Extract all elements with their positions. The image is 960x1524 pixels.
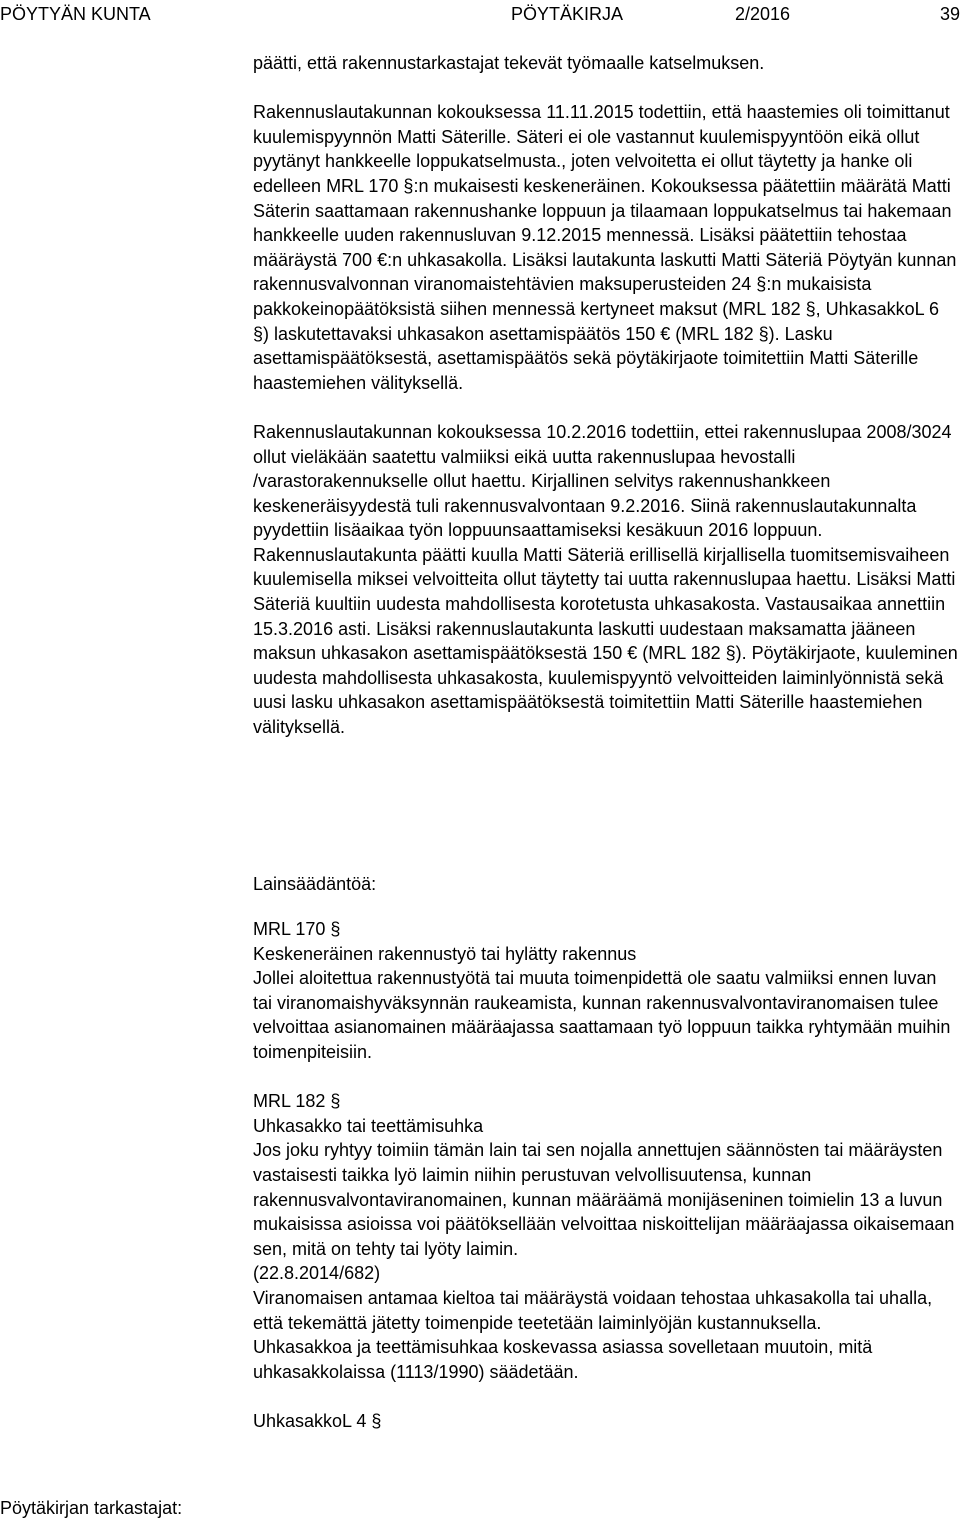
law-ref-mrl-170: MRL 170 § xyxy=(253,919,341,939)
law-ref-mrl-182: MRL 182 § xyxy=(253,1091,341,1112)
law-note-mrl-182: (22.8.2014/682) xyxy=(253,1263,381,1284)
law-title-mrl-170: Keskeneräinen rakennustyö tai hylätty rakennus xyxy=(253,943,637,964)
minutes-reviewers-label: Pöytäkirjan tarkastajat: xyxy=(0,1498,183,1518)
law-text-mrl-170: Jollei aloitettua rakennustyötä tai muuta toimenpidettä ole saatu valmiiksi ennen luvan tai viranomaishyväksynnän raukeamista, kunnan rakennusvalvontaviranomaisen tulee velvoittaa asianomainen määräajassa saattamaan työ loppuun taikka ryhtymään muihin toimenpiteisiin. xyxy=(253,968,951,1062)
header-municipality: PÖYTYÄN KUNTA xyxy=(0,4,151,24)
law-title-mrl-182: Uhkasakko tai teettämisuhka xyxy=(253,1115,484,1136)
paragraph-meeting-2015: Rakennuslautakunnan kokouksessa 11.11.2015 todettiin, että haastemies oli toimittanut kuulemispyynnön Matti Säterille. Säteri ei ole vastannut kuulemispyyntöön eikä ollut pyytänyt hankkeelle loppukatselmusta., joten velvoitetta ei ollut täytetty ja hanke oli edelleen MRL 170 §:n mukaisesti keskeneräinen. Kokouksessa päätettiin määrätä Matti Säterin saattamaan rakennushanke loppuun ja tilaamaan loppukatselmus tai hakemaan hankkeelle uuden rakennusluvan 9.12.2015 mennessä. Lisäksi päätettiin tehostaa määräystä 700 €:n uhkasakolla. Lisäksi lautakunta laskutti Matti Säteriä Pöytyän kunnan rakennusvalvonnan viranomaistehtävien maksuperusteiden 24 §:n mukaisista pakkokeinopäätöksistä siihen mennessä kertyneet maksut (MRL 182 §, UhkasakkoL 6 §) laskutettavaksi uhkasakon asettamispäätös 150 € (MRL 182 §). Lasku asettamispäätöksestä, asettamispäätös sekä pöytäkirjaote toimitettiin Matti Säterille haastemiehen välityksellä. xyxy=(253,102,957,393)
law-text2-mrl-182: Viranomaisen antamaa kieltoa tai määräystä voidaan tehostaa uhkasakolla tai uhalla, että tekemättä jätetty toimenpide teetetään laiminlyöjän kustannuksella. xyxy=(253,1287,933,1333)
paragraph-decision: päätti, että rakennustarkastajat tekevät työmaalle katselmuksen. xyxy=(253,53,765,73)
law-ref-uhkasakkol-4: UhkasakkoL 4 § xyxy=(253,1410,382,1431)
legislation-block xyxy=(253,917,960,1433)
law-text-mrl-182: Jos joku ryhtyy toimiin tämän lain tai sen nojalla annettujen säännösten tai määräysten vastaisesti taikka lyö laimin niihin perustuvan velvollisuutensa, kunnan rakennusvalvontaviranomainen, kunnan määräämä monijäseninen toimielin 13 a luvun mukaisissa asioissa voi päätöksellään velvoittaa niskoittelijan määräajassa oikaisemaan sen, mitä on tehty tai lyöty laimin. xyxy=(253,1140,955,1259)
header-document-type: PÖYTÄKIRJA xyxy=(511,4,624,24)
paragraph-meeting-2016: Rakennuslautakunnan kokouksessa 10.2.2016 todettiin, ettei rakennuslupaa 2008/3024 ollut vieläkään saatettu valmiiksi eikä uutta rakennuslupaa hevostalli /varastorakennukselle ollut haettu. Kirjallinen selvitys rakennushankkeen keskeneräisyydestä tuli rakennusvalvontaan 9.2.2016. Siinä rakennuslautakunnalta pyydettiin lisäaikaa työn loppuunsaattamiseksi kesäkuun 2016 loppuun. Rakennuslautakunta päätti kuulla Matti Säteriä erillisellä kirjallisella tuomitsemisvaiheen kuulemisella miksei velvoitteita ollut täytetty tai uutta rakennuslupaa haettu. Lisäksi Matti Säteriä kuultiin uudesta mahdollisesta korotetusta uhkasakosta. Vastausaikaa annettiin 15.3.2016 asti. Lisäksi rakennuslautakunta laskutti uudestaan maksamatta jääneen maksun uhkasakon asettamispäätöksestä 150 € (MRL 182 §). Pöytäkirjaote, kuuleminen uudesta mahdollisesta uhkasakosta, kuulemispyyntö velvoitteiden laiminlyönnistä sekä uusi lasku uhkasakon asettamispäätöksestä toimitettiin Matti Säterille haastemiehen välityksellä. xyxy=(253,421,958,738)
header-page-number: 39 xyxy=(939,4,960,24)
header-document-number: 2/2016 xyxy=(735,4,791,24)
legislation-heading: Lainsäädäntöä: xyxy=(253,874,377,894)
page-header xyxy=(0,2,960,28)
minutes-body xyxy=(253,51,960,740)
law-text3-mrl-182: Uhkasakkoa ja teettämisuhkaa koskevassa asiassa sovelletaan muutoin, mitä uhkasakkolaissa (1113/1990) säädetään. xyxy=(253,1337,873,1382)
